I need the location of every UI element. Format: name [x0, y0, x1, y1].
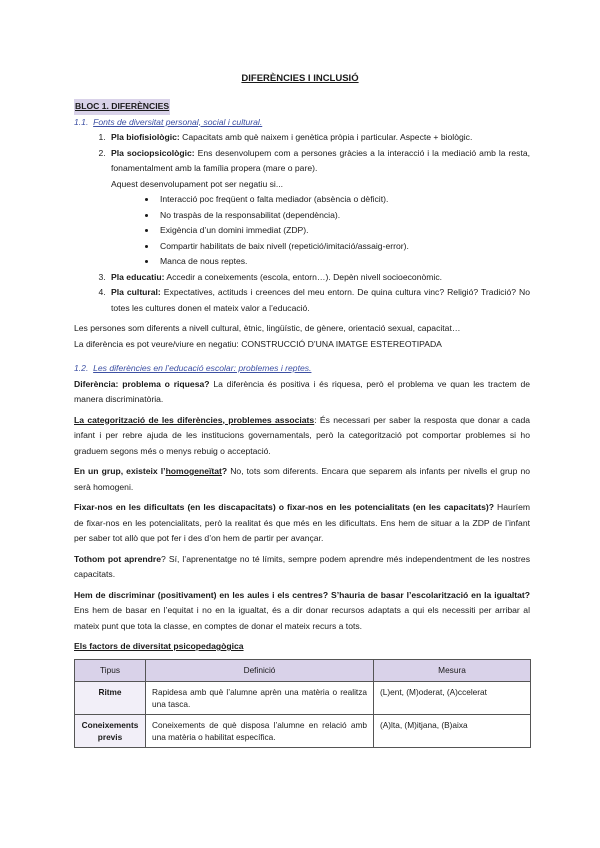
paragraph: La diferència es pot veure/viure en negatiu: CONSTRUCCIÓ D’UNA IMATGE ESTEREOTIPADA — [74, 338, 442, 349]
table-row — [75, 714, 531, 747]
question-paragraph — [74, 464, 530, 495]
cell-tipus: Ritme — [75, 681, 146, 714]
item-text: Ens desenvolupem com a persones gràcies a la interacció i la mediació amb la resta, fonamentalment amb la família propera (mare o pare). — [111, 147, 530, 173]
question-paragraph — [74, 413, 530, 460]
section-number: 1.2. — [74, 363, 89, 373]
question: Diferència: problema o riquesa? — [74, 378, 210, 389]
section-title: Les diferències en l’educació escolar: problemes i reptes. — [93, 363, 312, 373]
question-paragraph — [74, 588, 530, 635]
section-number: 1.1. — [74, 116, 89, 127]
question-keyword: homogeneïtat — [165, 466, 222, 476]
question: En un grup, existeix l’ — [74, 466, 166, 476]
item-text: Accedir a coneixements (escola, entorn…). Depèn nivell socioeconòmic. — [164, 271, 443, 282]
table-title: Els factors de diversitat psicopedagògica — [74, 641, 244, 651]
bullet-item: • Compartir habilitats de baix nivell (repetició/imitació/assaig-error). — [157, 239, 530, 255]
question: La categorització de les diferències, problemes associats — [74, 414, 315, 425]
question-paragraph — [74, 500, 530, 547]
bullet-item: • Manca de nous reptes. — [157, 254, 530, 270]
item-label: Pla sociopsicològic: — [111, 147, 195, 158]
cell-tipus: Coneixements previs — [75, 714, 146, 747]
item-label: Pla educatiu: — [111, 271, 165, 282]
list-item — [108, 285, 530, 316]
diversity-factors-table — [74, 659, 531, 748]
bloc-heading: BLOC 1. DIFERÈNCIES — [74, 99, 170, 115]
bullet-item: • No traspàs de la responsabilitat (dependència). — [157, 208, 530, 224]
question-paragraph — [74, 377, 530, 408]
bullet-item: • Interacció poc freqüent o falta mediador (absència o dèficit). — [157, 192, 530, 208]
section-title: Fonts de diversitat personal, social i cultural. — [93, 116, 263, 127]
question: Fixar-nos en les dificultats (en les discapacitats) o fixar-nos en les potencialitats (en les capacitats)? — [74, 502, 494, 512]
document-body — [74, 99, 530, 748]
answer: : És necessari per saber la resposta que donar a cada infant i per rebre ajuda de les institucions governamentals, però la categorització pot comportar problemes si ho graduem segons més o menys rebuig o acceptació. — [74, 414, 531, 456]
answer: La diferència és positiva i és riquesa, però el problema ve quan les tractem de manera discriminatòria. — [74, 378, 531, 404]
list-item — [108, 270, 530, 286]
section-1-1-heading — [74, 115, 530, 131]
answer: Hauríem de fixar-nos en les potencialitats, però la realitat és que més en les dificultats. Ens hem de situar a la ZDP de l’infant per saber tot allò que pot fer i des d’on hem de partir per avançar. — [74, 502, 531, 543]
question: Hem de discriminar (positivament) en les aules i els centres? S’hauria de basar l’escolarització en la igualtat? — [74, 589, 530, 600]
diversity-sources-list — [74, 130, 530, 316]
column-header: Definició — [146, 659, 374, 681]
question: Tothom pot aprendre — [74, 553, 162, 564]
table-row — [75, 681, 531, 714]
list-item — [108, 130, 530, 146]
cell-definicio: Rapidesa amb què l’alumne aprèn una matèria o realitza una tasca. — [146, 681, 374, 714]
list-item — [108, 146, 530, 270]
question-paragraph — [74, 552, 530, 583]
question-mark: ? — [221, 466, 228, 476]
paragraph: Les persones som diferents a nivell cultural, ètnic, lingüístic, de gènere, orientació sexual, capacitat… — [74, 323, 461, 333]
column-header: Mesura — [374, 659, 531, 681]
column-header: Tipus — [75, 659, 146, 681]
cell-mesura: (A)lta, (M)itjana, (B)aixa — [374, 714, 531, 747]
negative-conditions-list — [111, 192, 530, 270]
section-1-2-heading — [74, 361, 530, 377]
answer: ? Sí, l’aprenentatge no té límits, sempre podem aprendre més independentment de les nostres capacitats. — [74, 553, 530, 579]
answer: No, tots som diferents. Encara que separem als infants per nivells el grup no serà homogeni. — [74, 466, 530, 492]
table-header-row — [75, 659, 531, 681]
bullet-item: • Exigència d’un domini immediat (ZDP). — [157, 223, 530, 239]
answer: Ens hem de basar en l’equitat i no en la igualtat, és a dir donar recursos adaptats a qui els necessiti per arribar al mateix punt que tota la classe, en comptes de donar el mateix recurs a tots. — [74, 605, 530, 631]
cell-mesura: (L)ent, (M)oderat, (A)ccelerat — [374, 681, 531, 714]
item-extra: Aquest desenvolupament pot ser negatiu si... — [111, 178, 283, 189]
item-text: Capacitats amb què naixem i genètica pròpia i particular. Aspecte + biològic. — [179, 132, 473, 142]
item-label: Pla cultural: — [111, 287, 161, 297]
document-title: DIFERÈNCIES I INCLUSIÓ — [241, 73, 359, 84]
item-text: Expectatives, actituds i creences del meu entorn. De quina cultura vinc? Religió? Tradició? No totes les cultures donen el mateix valor a l’educació. — [111, 287, 531, 313]
item-label: Pla biofisiològic: — [111, 132, 180, 142]
cell-definicio: Coneixements de què disposa l’alumne en relació amb una matèria o habilitat específica. — [146, 714, 374, 747]
